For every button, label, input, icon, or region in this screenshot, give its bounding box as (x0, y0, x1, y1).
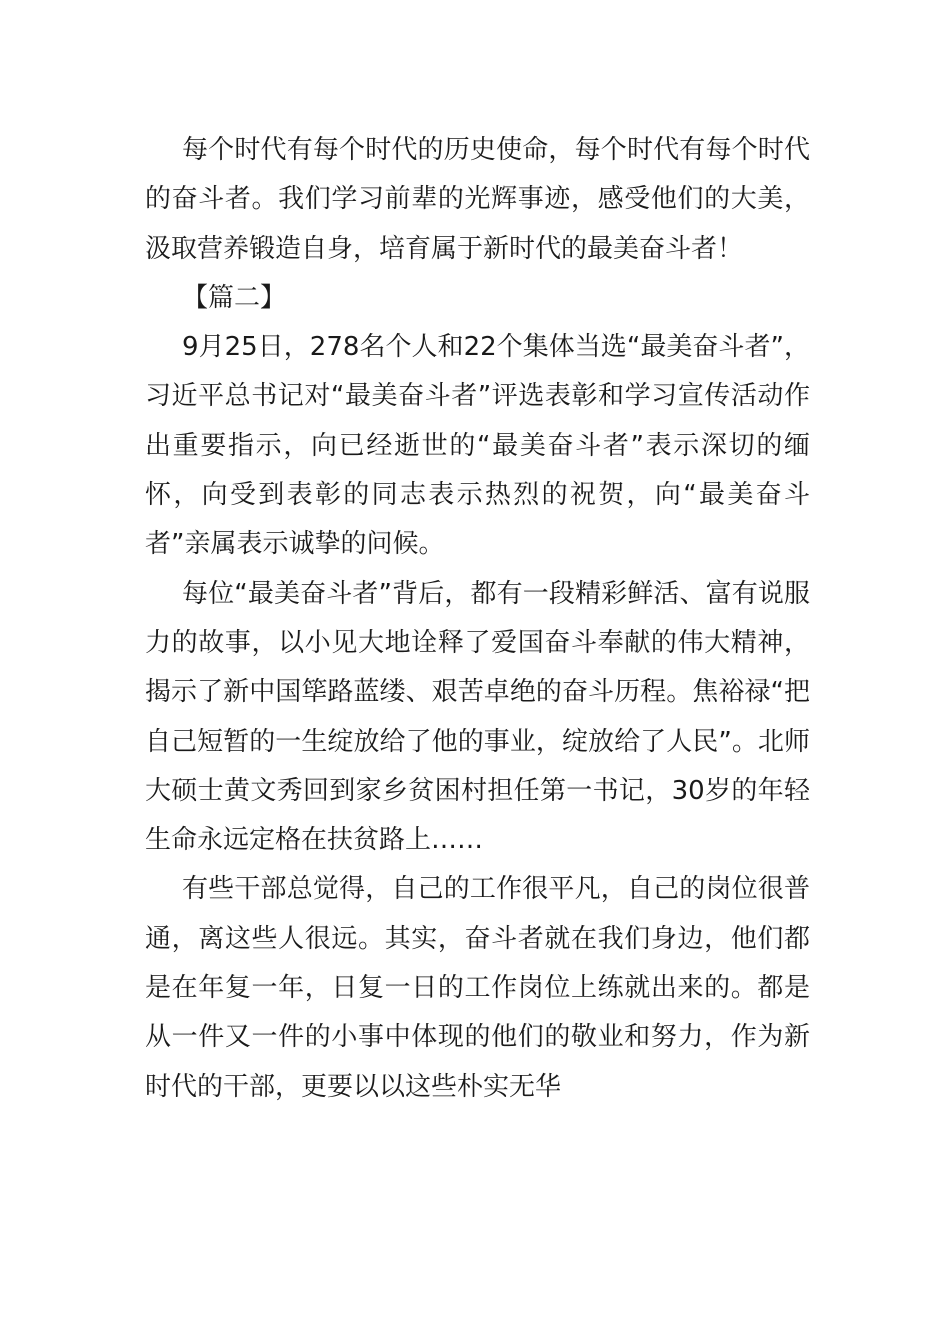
paragraph-award: 9月25日，278名个人和22个集体当选“最美奋斗者”，习近平总书记对“最美奋斗者”评选表彰和学习宣传活动作出重要指示，向已经逝世的“最美奋斗者”表示深切的缅怀，向受到表彰的同志表示热烈的祝贺，向“最美奋斗者”亲属表示诚挚的问候。 (145, 332, 810, 560)
section-heading: 【篇二】 (182, 282, 287, 313)
paragraph-stories: 每位“最美奋斗者”背后，都有一段精彩鲜活、富有说服力的故事，以小见大地诠释了爱国奋斗奉献的伟大精神，揭示了新中国筚路蓝缕、艰苦卓绝的奋斗历程。焦裕禄“把自己短暂的一生绽放给了他的事业，绽放给了人民”。北师大硕士黄文秀回到家乡贫困村担任第一书记，30岁的年轻生命永远定格在扶贫路上…… (145, 578, 810, 856)
paragraph-intro: 每个时代有每个时代的历史使命，每个时代有每个时代的奋斗者。我们学习前辈的光辉事迹，感受他们的大美，汲取营养锻造自身，培育属于新时代的最美奋斗者！ (145, 135, 810, 264)
paragraph-cadres: 有些干部总觉得，自己的工作很平凡，自己的岗位很普通，离这些人很远。其实，奋斗者就在我们身边，他们都是在年复一年，日复一日的工作岗位上练就出来的。都是从一件又一件的小事中体现的他们的敬业和努力，作为新时代的干部，更要以以这些朴实无华 (145, 874, 810, 1102)
document-body (145, 126, 810, 1112)
